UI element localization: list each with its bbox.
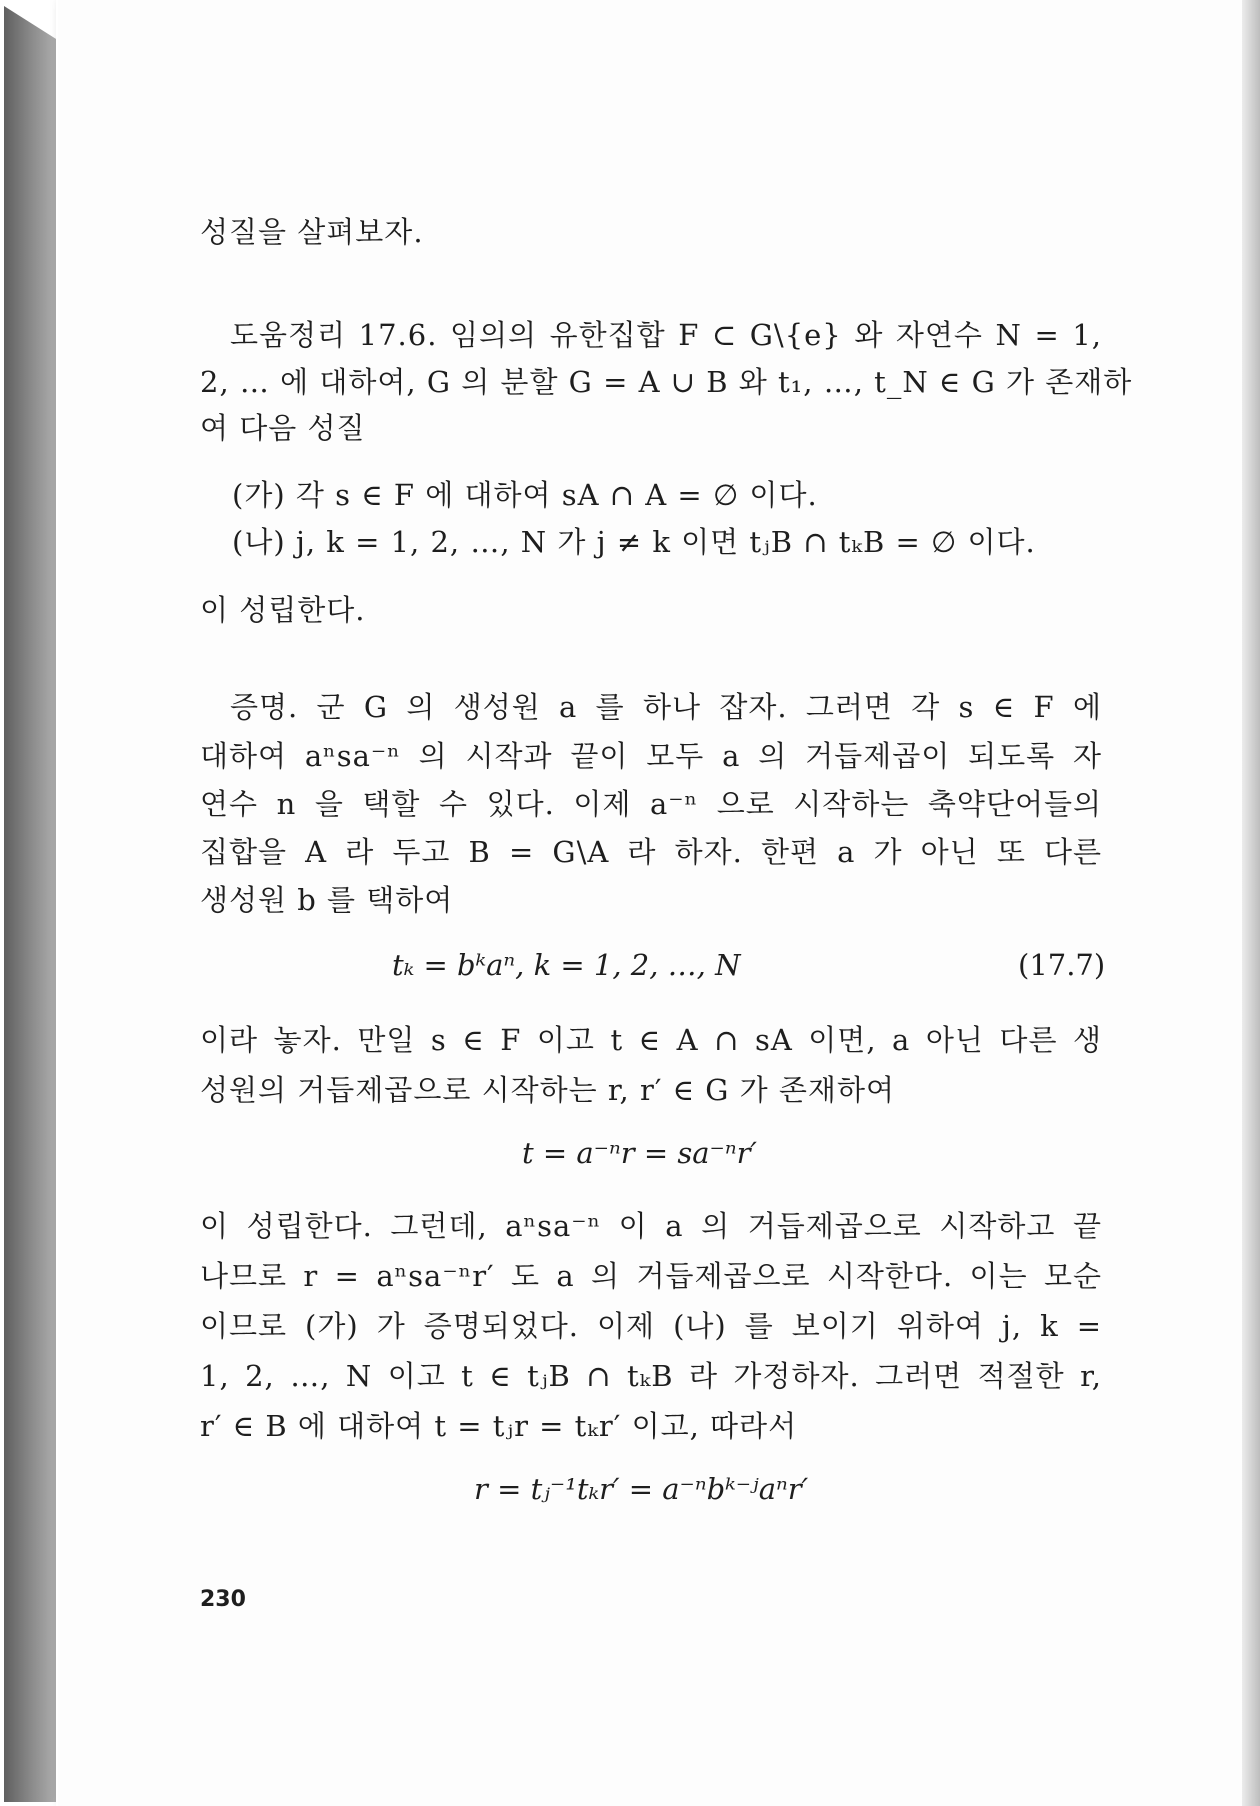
equation-label-17-7: (17.7): [1018, 948, 1106, 982]
page-right-edge: [1242, 0, 1260, 1806]
proof-line-11: 1, 2, …, N 이고 t ∈ tⱼB ∩ tₖB 라 가정하자. 그러면 적절한 r,: [200, 1359, 1102, 1393]
intro-text: 성질을 살펴보자.: [200, 215, 424, 249]
proof-line-4: 집합을 A 라 두고 B = G\A 라 하자. 한편 a 가 아닌 또 다른: [200, 835, 1102, 869]
proof-line-10: 이므로 (가) 가 증명되었다. 이제 (나) 를 보이기 위하여 j, k =: [200, 1309, 1102, 1343]
lemma-text-line-3: 여 다음 성질: [200, 411, 366, 445]
equation-17-7: tₖ = bᵏaⁿ, k = 1, 2, …, N: [392, 948, 741, 982]
lemma-text-line-1: 도움정리 17.6. 임의의 유한집합 F ⊂ G\{e} 와 자연수 N = 1,: [230, 318, 1102, 352]
condition-ga: (가) 각 s ∈ F 에 대하여 sA ∩ A = ∅ 이다.: [232, 478, 818, 512]
book-spine-edge: [4, 6, 64, 1802]
page-number: 230: [200, 1587, 246, 1612]
lemma-conclusion: 이 성립한다.: [200, 593, 366, 627]
proof-line-6: 이라 놓자. 만일 s ∈ F 이고 t ∈ A ∩ sA 이면, a 아닌 다른 생: [200, 1023, 1102, 1057]
proof-line-5: 생성원 b 를 택하여: [200, 883, 454, 917]
equation-t: t = a⁻ⁿr = sa⁻ⁿr′: [522, 1136, 758, 1170]
lemma-text-line-2: 2, … 에 대하여, G 의 분할 G = A ∪ B 와 t₁, …, t_N ∈ G 가 존재하: [200, 365, 1133, 399]
equation-r: r = tⱼ⁻¹tₖr′ = a⁻ⁿbᵏ⁻ʲaⁿr′: [474, 1472, 809, 1506]
proof-line-3: 연수 n 을 택할 수 있다. 이제 a⁻ⁿ 으로 시작하는 축약단어들의: [200, 787, 1102, 821]
proof-line-1: 증명. 군 G 의 생성원 a 를 하나 잡자. 그러면 각 s ∈ F 에: [230, 690, 1102, 724]
proof-line-9: 나므로 r = aⁿsa⁻ⁿr′ 도 a 의 거듭제곱으로 시작한다. 이는 모순: [200, 1259, 1102, 1293]
proof-line-7: 성원의 거듭제곱으로 시작하는 r, r′ ∈ G 가 존재하여: [200, 1073, 895, 1107]
proof-line-8: 이 성립한다. 그런데, aⁿsa⁻ⁿ 이 a 의 거듭제곱으로 시작하고 끝: [200, 1209, 1102, 1243]
proof-line-12: r′ ∈ B 에 대하여 t = tⱼr = tₖr′ 이고, 따라서: [200, 1409, 798, 1443]
proof-line-2: 대하여 aⁿsa⁻ⁿ 의 시작과 끝이 모두 a 의 거듭제곱이 되도록 자: [200, 739, 1102, 773]
condition-na: (나) j, k = 1, 2, …, N 가 j ≠ k 이면 tⱼB ∩ tₖB = ∅ 이다.: [232, 525, 1036, 559]
